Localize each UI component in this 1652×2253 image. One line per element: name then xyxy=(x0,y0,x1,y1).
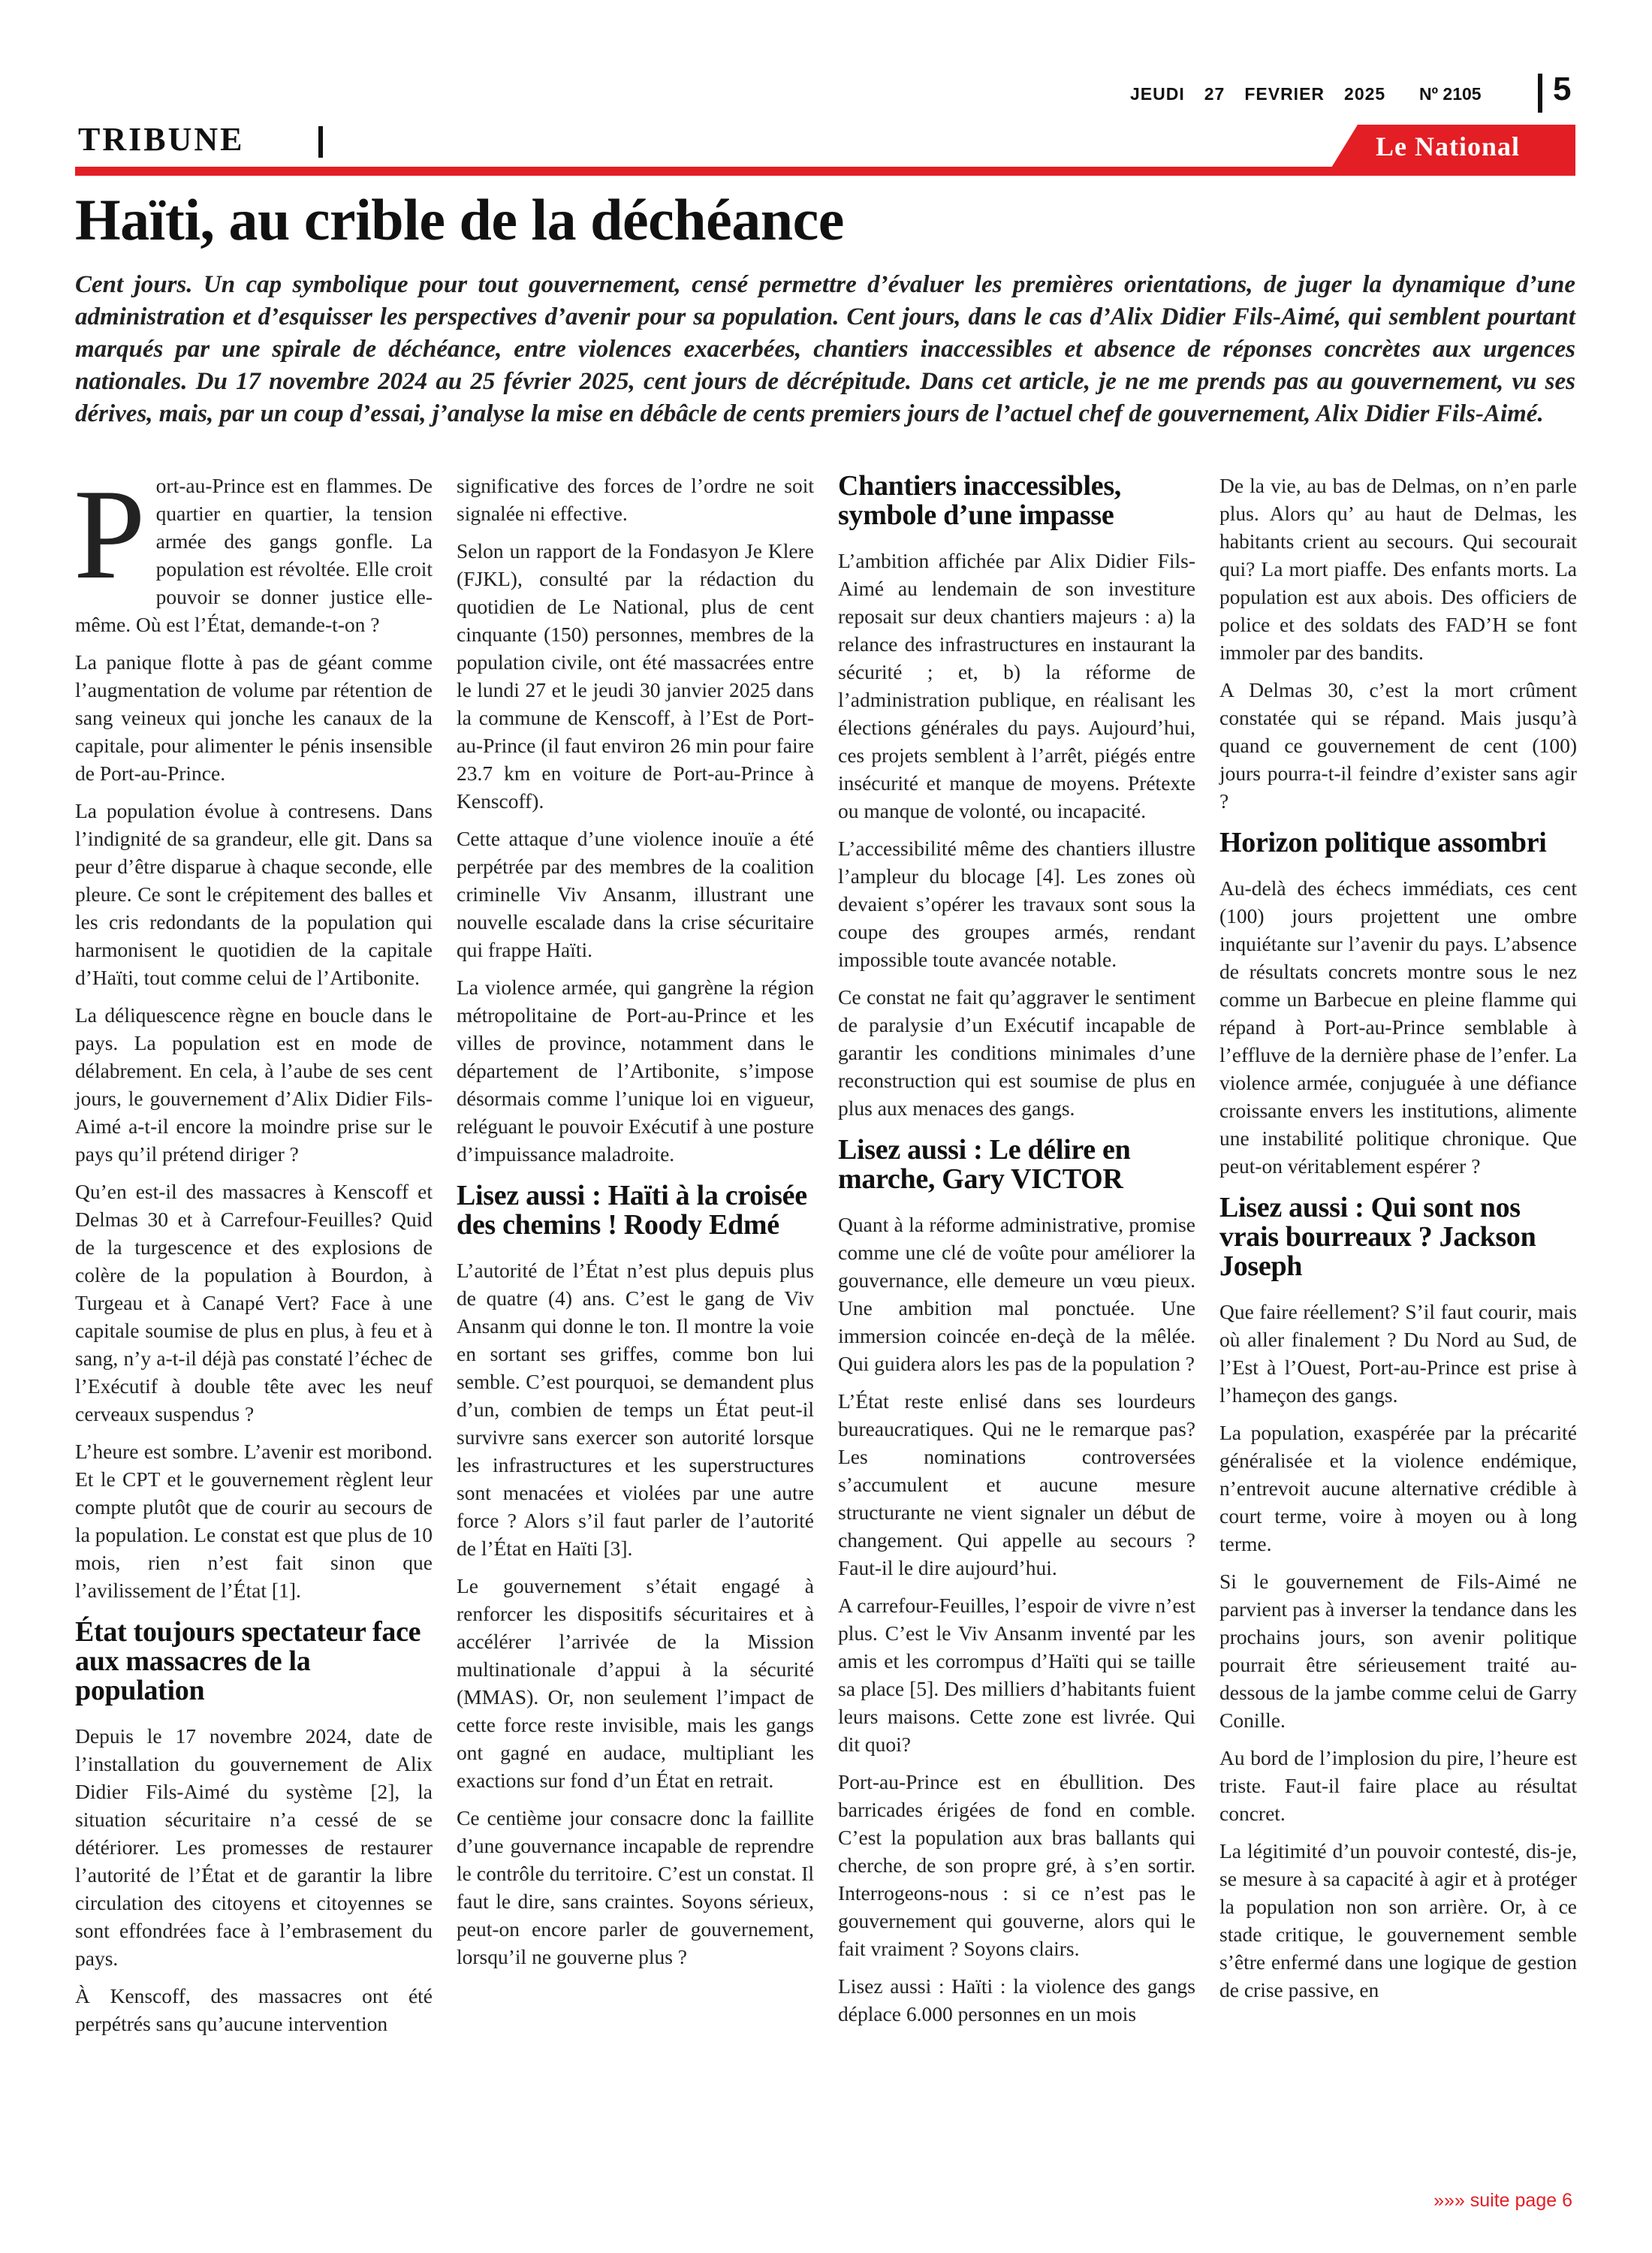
subheading: Chantiers inaccessibles, symbole d’une impasse xyxy=(838,470,1122,531)
paragraph: significative des forces de l’ordre ne soit signalée ni effective. xyxy=(457,474,814,525)
paragraph: A Delmas 30, c’est la mort crûment constatée qui se répand. Mais jusqu’à quand ce gouvernement de cent (100) jours pourra-t-il feindre d’exister sans agir ? xyxy=(1219,678,1577,813)
issue-number: Nº 2105 xyxy=(1419,84,1482,104)
related-article-inline[interactable]: Lisez aussi : Haïti : la violence des gangs déplace 6.000 personnes en un mois xyxy=(838,1974,1195,2025)
date-year: 2025 xyxy=(1344,84,1386,104)
article-column-1 xyxy=(74,463,433,2047)
article-column-4 xyxy=(1219,472,1577,2013)
date-day: JEUDI xyxy=(1130,84,1185,104)
brand-name: Le National xyxy=(1376,131,1521,161)
paragraph: Qu’en est-il des massacres à Kenscoff et Delmas 30 et à Carrefour-Feuilles? Quid de la turgescence et des explosions de colère de la population à Bourdon, à Turgeau et à Canapé Vert? Face à une capitale soumise de plus en plus, à feu et à sang, n’y a-t-il déjà pas constaté l’échec de l’Exécutif à double tête avec les neuf cerveaux suspendus ? xyxy=(75,1180,433,1425)
paragraph: Ce centième jour consacre donc la faillite d’une gouvernance incapable de reprendre le contrôle du territoire. C’est un constat. Il faut le dire, sans craintes. Soyons sérieux, peut-on encore parler de gouvernement, lorsqu’il ne gouverne plus ? xyxy=(457,1806,814,1968)
paragraph: À Kenscoff, des massacres ont été perpétrés sans qu’aucune intervention xyxy=(75,1984,433,2035)
paragraph: La population évolue à contresens. Dans l’indignité de sa grandeur, elle git. Dans sa peur d’être disparue à chaque seconde, elle pleure. Ce sont le crépitement des balles et les cris redondants de la population qui harmonisent le quotidien de la capitale d’Haïti, tout comme celui de l’Artibonite. xyxy=(75,799,433,989)
paragraph: La panique flotte à pas de géant comme l’augmentation de volume par rétention de sang veineux qui jonche les canaux de la capitale, pour alimenter le pénis insensible de Port-au-Prince. xyxy=(75,650,433,785)
section-label: TRIBUNE xyxy=(78,121,245,158)
paragraph: Le gouvernement s’était engagé à renforcer les dispositifs sécuritaires et à accélérer l’arrivée de la Mission multinationale d’appui à la sécurité (MMAS). Or, non seulement l’impact de cette force reste invisible, mais les gangs ont gagné en audace, multipliant les exactions sur fond d’un État en retrait. xyxy=(457,1574,814,1792)
paragraph: Au bord de l’implosion du pire, l’heure est triste. Faut-il faire place au résultat concret. xyxy=(1219,1746,1577,1825)
paragraph: A carrefour-Feuilles, l’espoir de vivre n’est plus. C’est le Viv Ansanm inventé par les amis et les corrompus d’Haïti qui se taille sa place [5]. Des milliers d’habitants fuient leurs maisons. Cette zone est livrée. Qui dit quoi? xyxy=(838,1594,1195,1756)
related-article-link[interactable]: Lisez aussi : Qui sont nos vrais bourreaux ? Jackson Joseph xyxy=(1219,1192,1536,1282)
paragraph: L’État reste enlisé dans ses lourdeurs bureaucratiques. Qui ne le remarque pas? Les nominations controversées s’accumulent et aucune mesure structurante ne vient signaler un début de changement. Qui appelle au secours ? Faut-il le dire aujourd’hui. xyxy=(838,1389,1195,1579)
paragraph: L’autorité de l’État n’est plus depuis plus de quatre (4) ans. C’est le gang de Viv Ansanm qui donne le ton. Il montre la voie en sortant ses griffes, comme bon lui semble. C’est pourquoi, se demandent plus d’un, combien de temps un État peut-il survivre sans exercer son autorité lorsque les infrastructures et les superstructures sont menacées et violées par une autre force ? Alors s’il faut parler de l’autorité de l’État en Haïti [3]. xyxy=(457,1259,814,1560)
paragraph: La population, exaspérée par la précarité généralisée et la violence endémique, n’entrevoit aucune alternative crédible à court terme, voire à moyen ou à long terme. xyxy=(1219,1421,1577,1555)
drop-cap: P xyxy=(74,463,146,606)
date-number: 27 xyxy=(1204,84,1225,104)
paragraph: Port-au-Prince est en ébullition. Des barricades érigées de fond en comble. C’est la population aux bras ballants qui cherche, de son propre gré, à s’en sortir. Interrogeons-nous : si ce n’est pas le gouvernement qui gouverne, alors qui le fait vraiment ? Soyons clairs. xyxy=(838,1770,1195,1960)
paragraph: Cette attaque d’une violence inouïe a été perpétrée par des membres de la coalition criminelle Viv Ansanm, illustrant une nouvelle escalade dans la crise sécuritaire qui frappe Haïti. xyxy=(457,827,814,961)
article-column-2 xyxy=(457,472,814,1980)
paragraph: La déliquescence règne en boucle dans le pays. La population est en mode de délabrement. En cela, à l’aube de ses cent jours, le gouvernement d’Alix Didier Fils-Aimé a-t-il encore la moindre prise sur le pays qu’il prétend diriger ? xyxy=(75,1003,433,1166)
paragraph: De la vie, au bas de Delmas, on n’en parle plus. Alors qu’ au haut de Delmas, les habitants crient au secours. Qui secourait qui? La mort piaffe. Des enfants morts. La population est aux abois. Des officiers de police et des soldats des FAD’H se font immoler par des bandits. xyxy=(1219,474,1577,664)
paragraph: L’heure est sombre. L’avenir est moribond. Et le CPT et le gouvernement règlent leur compte plutôt que de courir au secours de la population. Le constat est que plus de 10 mois, rien n’est fait sinon que l’avilissement de l’État [1]. xyxy=(75,1440,433,1602)
paragraph: Quant à la réforme administrative, promise comme une clé de voûte pour améliorer la gouvernance, elle demeure un vœu pieux. Une ambition mal ponctuée. Une immersion coincée en-deçà de la mêlée. Qui guidera alors les pas de la population ? xyxy=(838,1213,1195,1375)
masthead-date xyxy=(1130,84,1405,104)
paragraph: Selon un rapport de la Fondasyon Je Klere (FJKL), consulté par la rédaction du quotidien de Le National, plus de cent cinquante (150) personnes, membres de la population civile, ont été massacrées entre le lundi 27 et le jeudi 30 janvier 2025 dans la commune de Kenscoff, à l’Est de Port-au-Prince (il faut environ 26 min pour faire 23.7 km en voiture de Port-au-Prince à Kenscoff). xyxy=(457,539,814,813)
paragraph: Si le gouvernement de Fils-Aimé ne parvient pas à inverser la tendance dans les prochains jours, son avenir politique pourrait être sérieusement traité au-dessous de la jambe comme celui de Garry Conille. xyxy=(1219,1570,1577,1732)
paragraph xyxy=(74,463,433,638)
header-rule xyxy=(75,167,1575,176)
paragraph: L’accessibilité même des chantiers illustre l’ampleur du blocage [4]. Les zones où devaient s’opérer les travaux sont sous la coupe des groupes armés, rendant impossible toute avancée notable. xyxy=(838,837,1195,971)
paragraph: Ce constat ne fait qu’aggraver le sentiment de paralysie d’un Exécutif incapable de garantir les conditions minimales d’une reconstruction qui est soumise de plus en plus aux menaces des gangs. xyxy=(838,985,1195,1120)
paragraph: Depuis le 17 novembre 2024, date de l’installation du gouvernement de Alix Didier Fils-Aimé du système [2], la situation sécuritaire n’a cessé de se détériorer. Les promesses de restaurer l’autorité de l’État et de garantir la libre circulation des citoyens et citoyennes se sont effondrées face à l’embrasement du pays. xyxy=(75,1724,433,1970)
paragraph: La légitimité d’un pouvoir contesté, dis-je, se mesure à sa capacité à agir et à protéger la population non son arrière. Or, à ce stade critique, le gouvernement semble s’être enfermé dans une logique de gestion de crise passive, en xyxy=(1219,1839,1577,2001)
page-number: 5 xyxy=(1553,71,1572,107)
continuation-link[interactable]: »»» suite page 6 xyxy=(1433,2190,1572,2211)
related-article-link[interactable]: Lisez aussi : Haïti à la croisée des chemins ! Roody Edmé xyxy=(457,1180,807,1241)
article-column-3 xyxy=(838,472,1195,2037)
paragraph: Au-delà des échecs immédiats, ces cent (100) jours projettent une ombre inquiétante sur l’avenir du pays. L’absence de résultats concrets montre sous le nez comme un Barbecue en pleine flamme qui répand à Port-au-Prince semblable à l’effluve de la dernière phase de l’enfer. La violence armée, conjuguée à une défiance croissante envers les institutions, alimente une instabilité politique chronique. Que peut-on véritablement espérer ? xyxy=(1219,876,1577,1178)
paragraph-text: ort-au-Prince est en flammes. De quartier en quartier, la tension armée des gangs gonfle. La population est révoltée. Elle croit pouvoir se donner justice elle-même. Où est l’État, demande-t-on ? xyxy=(75,474,433,636)
page-number-divider xyxy=(1538,74,1542,113)
paragraph: L’ambition affichée par Alix Didier Fils-Aimé au lendemain de son investiture reposait sur deux chantiers majeurs : a) la relance des infrastructures en instaurant la sécurité ; et, b) la réforme de l’administration publique, en réalisant les élections générales du pays. Aujourd’hui, ces projets semblent à l’arrêt, piégés entre insécurité et manque de moyens. Prétexte ou manque de volonté, ou incapacité. xyxy=(838,549,1195,822)
date-month: FEVRIER xyxy=(1244,84,1325,104)
article-title: Haïti, au crible de la déchéance xyxy=(75,187,844,252)
paragraph: La violence armée, qui gangrène la région métropolitaine de Port-au-Prince et les villes de province, notamment dans le département de l’Artibonite, s’impose désormais comme l’unique loi en vigueur, reléguant le pouvoir Exécutif à une posture d’impuissance maladroite. xyxy=(457,976,814,1166)
subheading: État toujours spectateur face aux massacres de la population xyxy=(75,1616,421,1706)
related-article-link[interactable]: Lisez aussi : Le délire en marche, Gary VICTOR xyxy=(838,1134,1131,1195)
subheading: Horizon politique assombri xyxy=(1219,827,1547,858)
paragraph: Que faire réellement? S’il faut courir, mais où aller finalement ? Du Nord au Sud, de l’Est à l’Ouest, Port-au-Prince est prise à l’hameçon des gangs. xyxy=(1219,1300,1577,1407)
section-divider xyxy=(318,126,323,158)
article-lead: Cent jours. Un cap symbolique pour tout gouvernement, censé permettre d’évaluer les premières orientations, de juger la dynamique d’une administration et d’esquisser les perspectives d’avenir pour sa population. Cent jours, dans le cas d’Alix Didier Fils-Aimé, qui semblent pourtant marqués par une spirale de déchéance, entre violences exacerbées, chantiers inaccessibles et absence de réponses concrètes aux urgences nationales. Du 17 novembre 2024 au 25 février 2025, cent jours de décrépitude. Dans cet article, je ne me prends pas au gouvernement, vu ses dérives, mais, par un coup d’essai, j’analyse la mise en débâcle de cents premiers jours de l’actuel chef de gouvernement, Alix Didier Fils-Aimé. xyxy=(75,271,1575,427)
